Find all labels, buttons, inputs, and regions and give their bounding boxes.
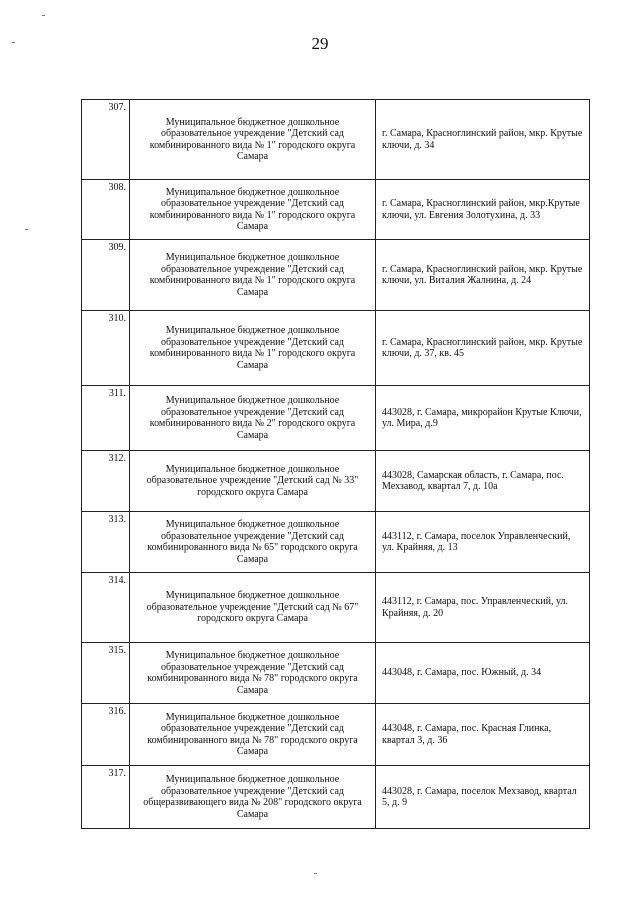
address: 443112, г. Самара, поселок Управленческий, ул. Крайняя, д. 13 xyxy=(382,530,571,553)
table-row xyxy=(82,180,590,240)
address: г. Самара, Красноглинский район, мкр.Крутые ключи, ул. Евгения Золотухина, д. 33 xyxy=(382,198,580,221)
table-row xyxy=(82,451,590,512)
row-number: 308. xyxy=(82,180,130,240)
institution-name: Муниципальное бюджетное дошкольное образовательное учреждение "Детский сад № 33" городского округа Самара xyxy=(146,463,359,498)
address-cell xyxy=(376,512,590,573)
table-row xyxy=(82,100,590,180)
address-cell xyxy=(376,311,590,386)
scan-speck xyxy=(12,42,15,43)
scan-speck xyxy=(42,15,45,16)
address: г. Самара, Красноглинский район, мкр. Крутые ключи, ул. Виталия Жалнина, д. 24 xyxy=(382,263,583,286)
institution-name-cell xyxy=(130,573,376,643)
row-number: 315. xyxy=(82,643,130,704)
table-row xyxy=(82,386,590,451)
row-number: 307. xyxy=(82,100,130,180)
address-cell xyxy=(376,386,590,451)
institution-name: Муниципальное бюджетное дошкольное образовательное учреждение "Детский сад комбинированного вида № 1" городского округа Самара xyxy=(149,116,356,162)
institution-name: Муниципальное бюджетное дошкольное образовательное учреждение "Детский сад комбинированного вида № 65" городского округа Самара xyxy=(147,519,358,565)
institution-name: Муниципальное бюджетное дошкольное образовательное учреждение "Детский сад комбинированного вида № 78" городского округа Самара xyxy=(147,650,358,696)
row-number: 317. xyxy=(82,766,130,829)
row-number: 314. xyxy=(82,573,130,643)
row-number: 313. xyxy=(82,512,130,573)
institution-name-cell xyxy=(130,643,376,704)
institution-name: Муниципальное бюджетное дошкольное образовательное учреждение "Детский сад комбинированного вида № 78" городского округа Самара xyxy=(147,711,358,757)
scan-speck xyxy=(25,229,28,230)
institution-name-cell xyxy=(130,766,376,829)
institution-name-cell xyxy=(130,240,376,311)
address-cell xyxy=(376,180,590,240)
row-number: 312. xyxy=(82,451,130,512)
address-cell xyxy=(376,100,590,180)
table-row xyxy=(82,643,590,704)
table-row xyxy=(82,311,590,386)
table-row xyxy=(82,766,590,829)
address: г. Самара, Красноглинский район, мкр. Крутые ключи, д. 37, кв. 45 xyxy=(382,336,583,359)
table-row xyxy=(82,573,590,643)
table-row xyxy=(82,704,590,766)
institution-name-cell xyxy=(130,386,376,451)
institution-name: Муниципальное бюджетное дошкольное образовательное учреждение "Детский сад общеразвивающего вида № 208" городского округа Самара xyxy=(143,774,362,820)
institution-name-cell xyxy=(130,512,376,573)
row-number: 309. xyxy=(82,240,130,311)
institution-name-cell xyxy=(130,451,376,512)
table-row xyxy=(82,512,590,573)
table-row xyxy=(82,240,590,311)
address-cell xyxy=(376,573,590,643)
institution-name-cell xyxy=(130,704,376,766)
institution-name-cell xyxy=(130,311,376,386)
address: 443028, г. Самара, поселок Мехзавод, квартал 5, д. 9 xyxy=(382,785,577,808)
institution-name: Муниципальное бюджетное дошкольное образовательное учреждение "Детский сад комбинированного вида № 1" городского округа Самара xyxy=(149,252,356,298)
address: 443048, г. Самара, пос. Красная Глинка, квартал 3, д. 36 xyxy=(382,723,552,746)
institutions-table xyxy=(81,99,590,829)
address-cell xyxy=(376,643,590,704)
address: г. Самара, Красноглинский район, мкр. Крутые ключи, д. 34 xyxy=(382,128,583,151)
scan-speck xyxy=(314,873,317,874)
institution-name-cell xyxy=(130,100,376,180)
institution-name-cell xyxy=(130,180,376,240)
address-cell xyxy=(376,704,590,766)
institution-name: Муниципальное бюджетное дошкольное образовательное учреждение "Детский сад № 67" городского округа Самара xyxy=(146,590,359,625)
institution-name: Муниципальное бюджетное дошкольное образовательное учреждение "Детский сад комбинированного вида № 1" городского округа Самара xyxy=(149,325,356,371)
row-number: 316. xyxy=(82,704,130,766)
address: 443028, г. Самара, микрорайон Крутые Ключи, ул. Мира, д.9 xyxy=(382,406,582,429)
row-number: 311. xyxy=(82,386,130,451)
institution-name: Муниципальное бюджетное дошкольное образовательное учреждение "Детский сад комбинированного вида № 2" городского округа Самара xyxy=(149,395,356,441)
address-cell xyxy=(376,451,590,512)
address: 443048, г. Самара, пос. Южный, д. 34 xyxy=(382,667,542,679)
institution-name: Муниципальное бюджетное дошкольное образовательное учреждение "Детский сад комбинированного вида № 1" городского округа Самара xyxy=(149,186,356,232)
address-cell xyxy=(376,766,590,829)
address: 443028, Самарская область, г. Самара, пос. Мехзавод, квартал 7, д. 10а xyxy=(382,469,564,492)
row-number: 310. xyxy=(82,311,130,386)
address-cell xyxy=(376,240,590,311)
address: 443112, г. Самара, пос. Управленческий, ул. Крайняя, д. 20 xyxy=(382,596,569,619)
page-number: 29 xyxy=(311,34,329,53)
